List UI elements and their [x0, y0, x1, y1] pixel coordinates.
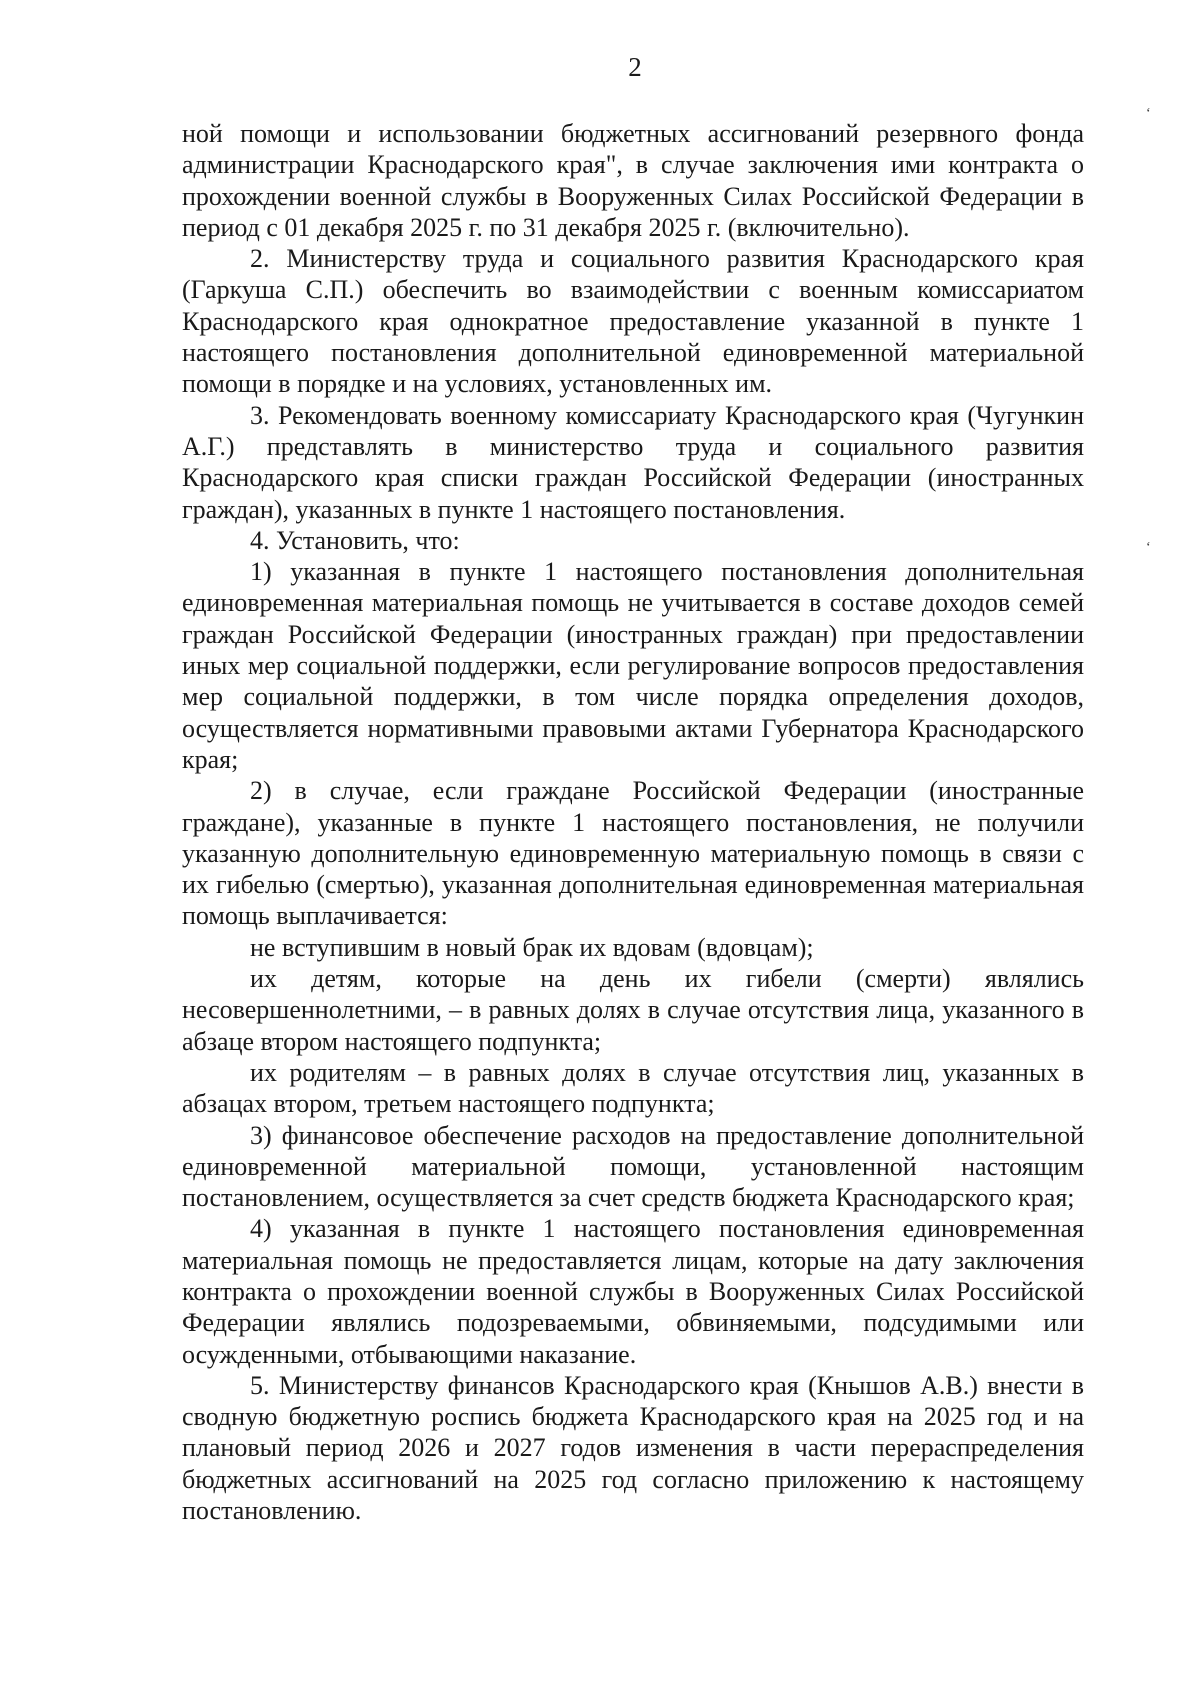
subparagraph-4-2: 2) в случае, если граждане Российской Федерации (иностранные граждане), указанные в пункте 1 настоящего постановления, не получили указанную дополнительную единовременную материальную помощь в связи с их гибелью (смертью), указанная дополнительная единовременная материальная помощь выплачивается:: [182, 776, 1084, 931]
paragraph-item-5: 5. Министерству финансов Краснодарского края (Кнышов А.В.) внести в сводную бюджетную роспись бюджета Краснодарского края на 2025 год и на плановый период 2026 и 2027 годов изменения в части перераспределения бюджетных ассигнований на 2025 год согласно приложению к настоящему постановлению.: [182, 1370, 1084, 1526]
page-number: 2: [628, 52, 642, 82]
subparagraph-4-2-widows: не вступившим в новый брак их вдовам (вдовцам);: [250, 932, 814, 962]
subparagraph-4-1: 1) указанная в пункте 1 настоящего постановления дополнительная единовременная материальная помощь не учитывается в составе доходов семей граждан Российской Федерации (иностранных граждан) при предоставлении иных мер социальной поддержки, если регулирование вопросов предоставления мер социальной поддержки, в том числе порядка определения доходов, осуществляется нормативными правовыми актами Губернатора Краснодарского края;: [182, 557, 1084, 774]
paragraph-item-3: 3. Рекомендовать военному комиссариату Краснодарского края (Чугункин А.Г.) представлять в министерство труда и социального развития Краснодарского края списки граждан Российской Федерации (иностранных граждан), указанных в пункте 1 настоящего постановления.: [182, 400, 1084, 524]
subparagraph-4-4: 4) указанная в пункте 1 настоящего постановления единовременная материальная помощь не предоставляется лицам, которые на дату заключения контракта о прохождении военной службы в Вооруженных Силах Российской Федерации являлись подозреваемыми, обвиняемыми, подсудимыми или осужденными, отбывающими наказание.: [182, 1214, 1084, 1369]
scan-mark: ʻ: [1146, 540, 1151, 555]
subparagraph-4-3: 3) финансовое обеспечение расходов на предоставление дополнительной единовременной материальной помощи, установленной настоящим постановлением, осуществляется за счет средств бюджета Краснодарского края;: [182, 1120, 1084, 1213]
paragraph-continuation: ной помощи и использовании бюджетных ассигнований резервного фонда администрации Краснодарского края", в случае заключения ими контракта о прохождении военной службы в Вооруженных Силах Российской Федерации в период с 01 декабря 2025 г. по 31 декабря 2025 г. (включительно).: [182, 119, 1084, 242]
paragraph-item-4: 4. Установить, что:: [250, 525, 460, 555]
paragraph-item-2: 2. Министерству труда и социального развития Краснодарского края (Гаркуша С.П.) обеспечить во взаимодействии с военным комиссариатом Краснодарского края однократное предоставление указанной в пункте 1 настоящего постановления дополнительной единовременной материальной помощи в порядке и на условиях, установленных им.: [182, 244, 1084, 399]
scan-mark: ʻ: [1146, 106, 1151, 121]
subparagraph-4-2-parents: их родителям – в равных долях в случае отсутствия лиц, указанных в абзацах втором, третьем настоящего подпункта;: [182, 1057, 1084, 1119]
document-body: [182, 118, 1084, 1526]
subparagraph-4-2-children: их детям, которые на день их гибели (смерти) являлись несовершеннолетними, – в равных долях в случае отсутствия лица, указанного в абзаце втором настоящего подпункта;: [182, 964, 1084, 1056]
